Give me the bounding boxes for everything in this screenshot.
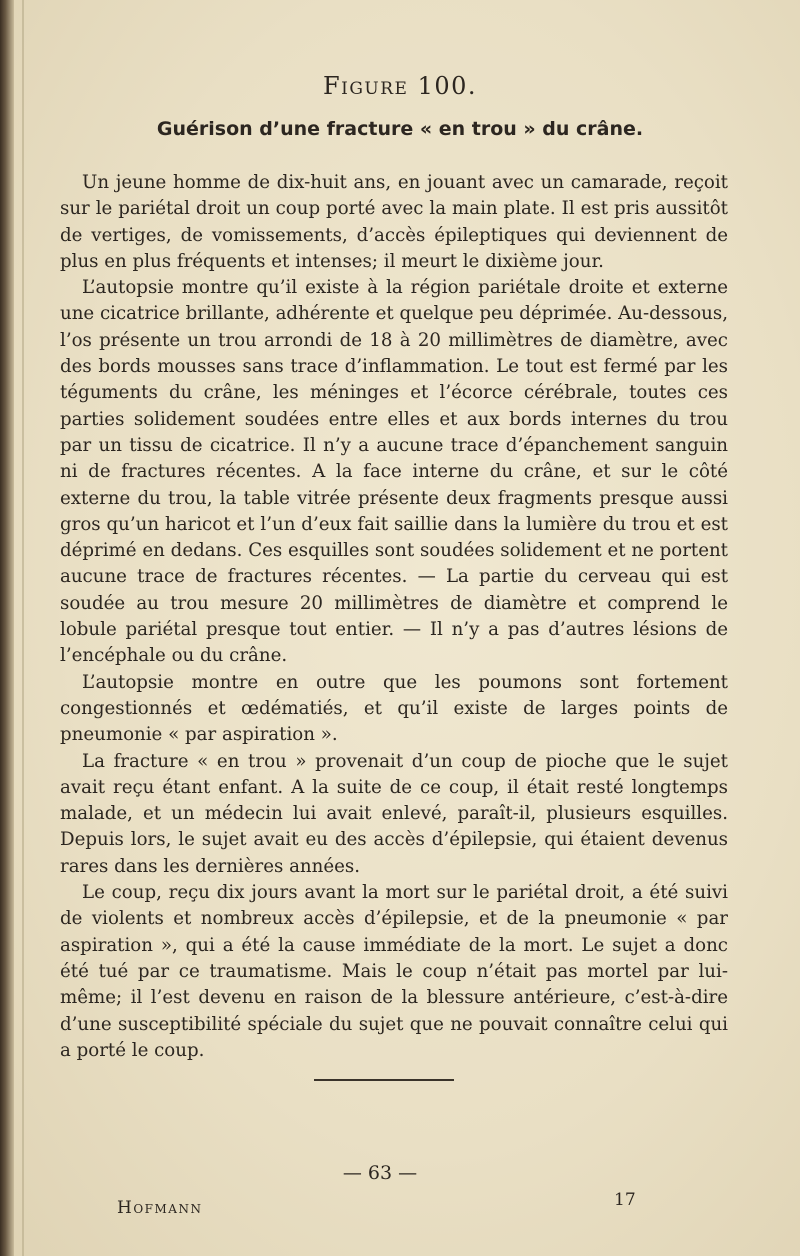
end-rule-divider	[314, 1079, 454, 1081]
gutter-line	[22, 0, 24, 1256]
book-spine-shadow	[0, 0, 14, 1256]
paragraph-lungs: L’autopsie montre en outre que les poumons sont fortement congestionnés et œdématiés, et qu’il existe de larges points de pneumonie « par aspiration ».	[60, 671, 728, 746]
footer-author: Hofmann	[117, 1198, 203, 1218]
paragraph-origin: La fracture « en trou » provenait d’un coup de pioche que le sujet avait reçu étant enfant. A la suite de ce coup, il était resté longtemps malade, et un médecin lui avait enlevé, paraît-il, plusieurs esquilles. Depuis lors, le sujet avait eu des accès d’épilepsie, qui étaient devenus rares dans les dernières années.	[60, 750, 728, 877]
page-number: — 63 —	[342, 1162, 418, 1184]
paragraph-autopsy: L’autopsie montre qu’il existe à la région pariétale droite et externe une cicatrice brillante, adhérente et quelque peu déprimée. Au-dessous, l’os présente un trou arrondi de 18 à 20 millimètres de diamètre, avec des bords mousses sans trace d’inflammation. Le tout est fermé par les téguments du crâne, les méninges et l’écorce cérébrale, toutes ces parties solidement soudées entre elles et aux bords internes du trou par un tissu de cicatrice. Il n’y a aucune trace d’épanchement sanguin ni de fractures récentes. A la face interne du crâne, et sur le côté externe du trou, la table vitrée présente deux fragments presque aussi gros qu’un haricot et l’un d’eux fait saillie dans la lumière du trou et est déprimé en dedans. Ces esquilles sont soudées solidement et ne portent aucune trace de fractures récentes. — La partie du cerveau qui est soudée au trou mesure 20 millimètres de diamètre et comprend le lobule pariétal presque tout entier. — Il n’y a pas d’autres lésions de l’encéphale ou du crâne.	[60, 277, 728, 667]
section-subtitle: Guérison d’une fracture « en trou » du crâne.	[156, 118, 644, 140]
figure-title: Figure 100.	[322, 72, 478, 100]
paragraph-conclusion: Le coup, reçu dix jours avant la mort sur le pariétal droit, a été suivi de violents et nombreux accès d’épilepsie, et de la pneumonie « par aspiration », qui a été la cause immédiate de la mort. Le sujet a donc été tué par ce traumatisme. Mais le coup n’était pas mortel par lui-même; il l’est devenu en raison de la blessure antérieure, c’est-à-dire d’une susceptibilité spéciale du sujet que ne pouvait connaître celui qui a porté le coup.	[60, 882, 728, 1061]
body-text	[60, 170, 728, 1064]
signature-mark: 17	[614, 1190, 636, 1210]
paragraph-case-history: Un jeune homme de dix-huit ans, en jouant avec un camarade, reçoit sur le pariétal droit un coup porté avec la main plate. Il est pris aussitôt de vertiges, de vomissements, d’accès épileptiques qui deviennent de plus en plus fréquents et intenses; il meurt le dixième jour.	[60, 172, 728, 272]
